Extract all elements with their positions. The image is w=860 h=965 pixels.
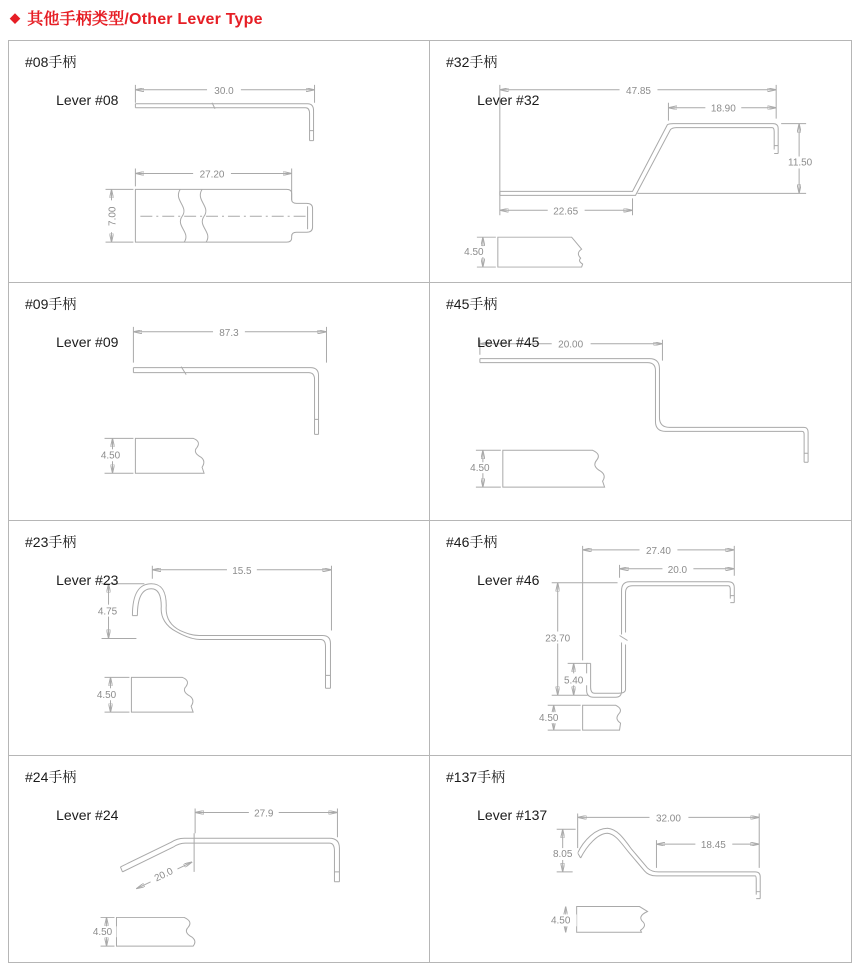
dim-label: 32.00 xyxy=(655,813,681,825)
lever-cell-137 xyxy=(430,756,851,962)
dim-label: 11.50 xyxy=(788,157,813,169)
dim-label: 23.70 xyxy=(545,633,571,645)
lever-name-cn: #46手柄 xyxy=(446,534,498,550)
lever-name-en: Lever #08 xyxy=(56,92,119,108)
lever-name-en: Lever #46 xyxy=(477,572,540,588)
dim-label: 4.50 xyxy=(539,713,559,725)
lever-name-en: Lever #137 xyxy=(477,807,548,823)
lever-cell-46 xyxy=(430,521,851,756)
lever-name-cn: #32手柄 xyxy=(446,54,498,70)
lever-name-en: Lever #09 xyxy=(56,334,119,350)
dim-label: 5.40 xyxy=(563,675,584,687)
lever-cell-23 xyxy=(9,521,430,756)
lever-name-en: Lever #23 xyxy=(56,572,119,588)
dim-label: 47.85 xyxy=(626,85,651,97)
page-title xyxy=(10,6,263,29)
page-title-text: 其他手柄类型/Other Lever Type xyxy=(27,11,263,28)
lever-cell-08 xyxy=(9,41,430,283)
dim-label: 4.50 xyxy=(470,463,490,475)
lever-name-cn: #24手柄 xyxy=(25,769,77,785)
dim-label: 4.50 xyxy=(92,927,113,939)
dim-labels xyxy=(106,84,241,232)
dim-label: 4.50 xyxy=(96,690,117,702)
diamond-icon: ◆ xyxy=(10,9,21,25)
lever-label xyxy=(446,53,539,110)
lever-name-en: Lever #45 xyxy=(477,334,540,350)
dim-label: 8.05 xyxy=(552,849,573,861)
dim-label: 4.50 xyxy=(550,915,571,927)
dim-label: 30.0 xyxy=(214,85,234,97)
lever-label xyxy=(25,295,118,352)
lever-name-cn: #23手柄 xyxy=(25,534,77,550)
dim-label: 20.0 xyxy=(152,866,176,885)
lever-cell-24 xyxy=(9,756,430,962)
dim-labels xyxy=(547,811,733,926)
lever-label xyxy=(25,533,118,590)
lever-label xyxy=(25,53,118,110)
dim-label: 18.90 xyxy=(710,103,736,115)
lever-cell-45 xyxy=(430,283,851,521)
dim-label: 18.45 xyxy=(700,840,726,852)
lever-label xyxy=(446,768,547,825)
dim-label: 27.40 xyxy=(645,545,671,557)
dim-label: 4.50 xyxy=(100,450,121,462)
dim-label: 22.65 xyxy=(553,206,579,218)
dim-label: 4.75 xyxy=(97,606,118,618)
lever-label xyxy=(446,295,539,352)
dim-label: 20.00 xyxy=(558,339,584,351)
lever-name-cn: #137手柄 xyxy=(446,769,506,785)
lever-cell-32 xyxy=(430,41,851,283)
lever-table xyxy=(8,40,852,963)
dim-label: 4.50 xyxy=(464,247,484,259)
dim-label: 27.20 xyxy=(199,169,225,181)
dim-label: 27.9 xyxy=(254,808,274,820)
lever-label xyxy=(25,768,118,825)
dim-label: 7.00 xyxy=(107,206,119,226)
lever-name-cn: #45手柄 xyxy=(446,296,498,312)
lever-name-en: Lever #32 xyxy=(477,92,540,108)
lever-label xyxy=(446,533,539,590)
dim-labels xyxy=(97,326,245,461)
lever-name-en: Lever #24 xyxy=(56,807,119,823)
dim-label: 87.3 xyxy=(219,327,239,339)
lever-name-cn: #09手柄 xyxy=(25,296,77,312)
dim-label: 20.0 xyxy=(667,564,688,576)
dim-label: 15.5 xyxy=(232,565,252,577)
dim-labels xyxy=(89,807,279,939)
lever-name-cn: #08手柄 xyxy=(25,54,77,70)
lever-cell-09 xyxy=(9,283,430,521)
